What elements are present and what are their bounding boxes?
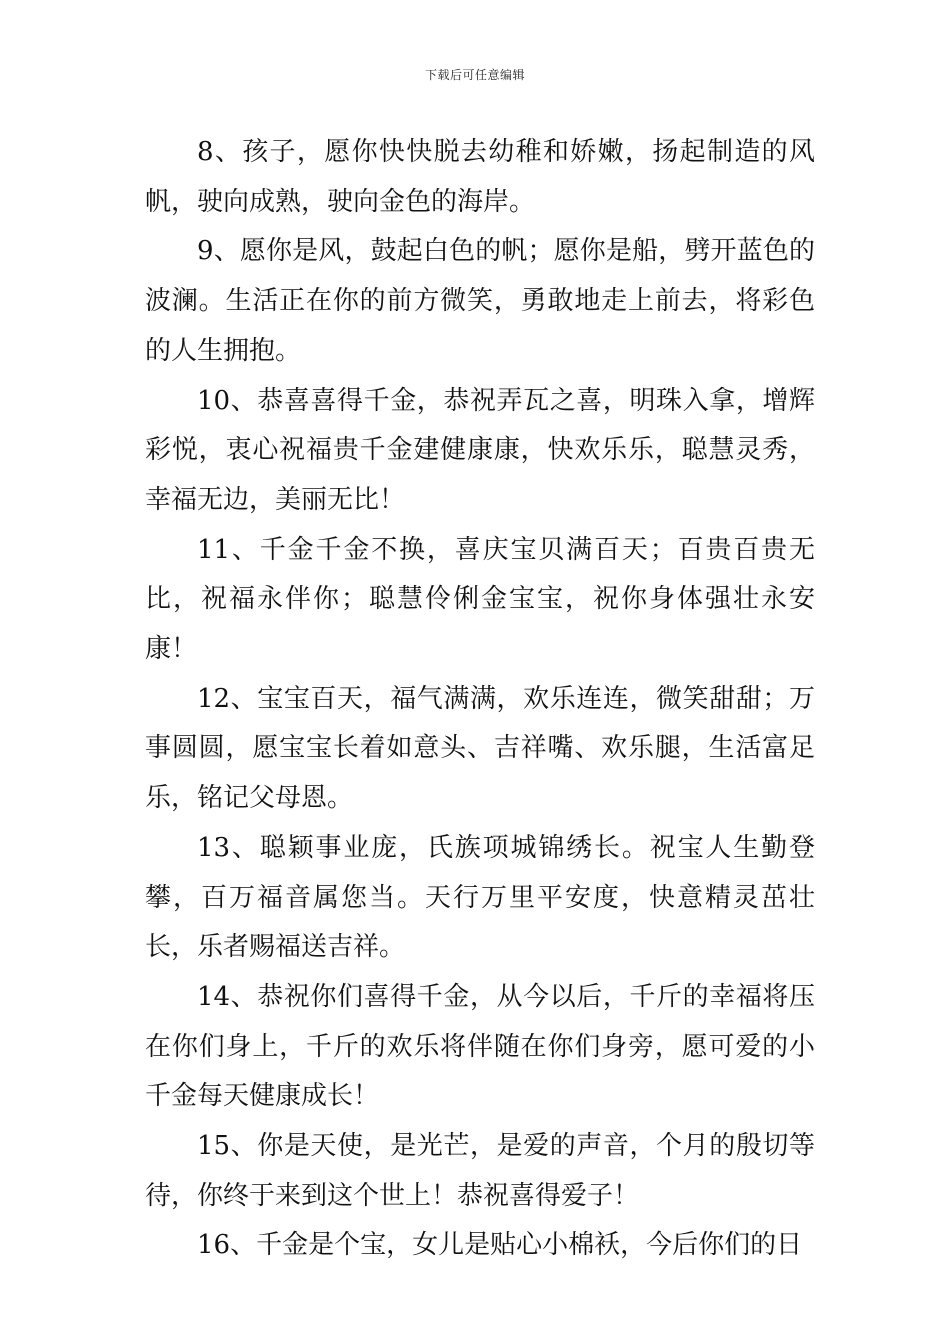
paragraph-14: 14、恭祝你们喜得千金，从今以后，千斤的幸福将压在你们身上，千斤的欢乐将伴随在你们身旁，愿可爱的小千金每天健康成长！ [145,981,815,1112]
paragraph-8: 8、孩子，愿你快快脱去幼稚和娇嫩，扬起制造的风帆，驶向成熟，驶向金色的海岸。 [145,137,815,217]
document-body [145,128,815,1271]
paragraph-15: 15、你是天使，是光芒，是爱的声音，个月的殷切等待，你终于来到这个世上！恭祝喜得爱子！ [145,1131,815,1211]
paragraph-13: 13、聪颖事业庞，氏族项城锦绣长。祝宝人生勤登攀，百万福音属您当。天行万里平安度，快意精灵茁壮长，乐者赐福送吉祥。 [145,832,815,963]
paragraph-9: 9、愿你是风，鼓起白色的帆；愿你是船，劈开蓝色的波澜。生活正在你的前方微笑，勇敢地走上前去，将彩色的人生拥抱。 [145,236,815,366]
paragraph-11: 11、千金千金不换，喜庆宝贝满百天；百贵百贵无比，祝福永伴你；聪慧伶俐金宝宝，祝你身体强壮永安康！ [145,534,815,665]
paragraph-10: 10、恭喜喜得千金，恭祝弄瓦之喜，明珠入拿，增辉彩悦，衷心祝福贵千金建健康康，快欢乐乐，聪慧灵秀，幸福无边，美丽无比！ [145,385,815,515]
page-header-note: 下载后可任意编辑 [424,68,525,82]
paragraph-16: 16、千金是个宝，女儿是贴心小棉袄，今后你们的日 [197,1230,803,1261]
paragraph-12: 12、宝宝百天，福气满满，欢乐连连，微笑甜甜；万事圆圆，愿宝宝长着如意头、吉祥嘴、欢乐腿，生活富足乐，铭记父母恩。 [145,683,815,814]
